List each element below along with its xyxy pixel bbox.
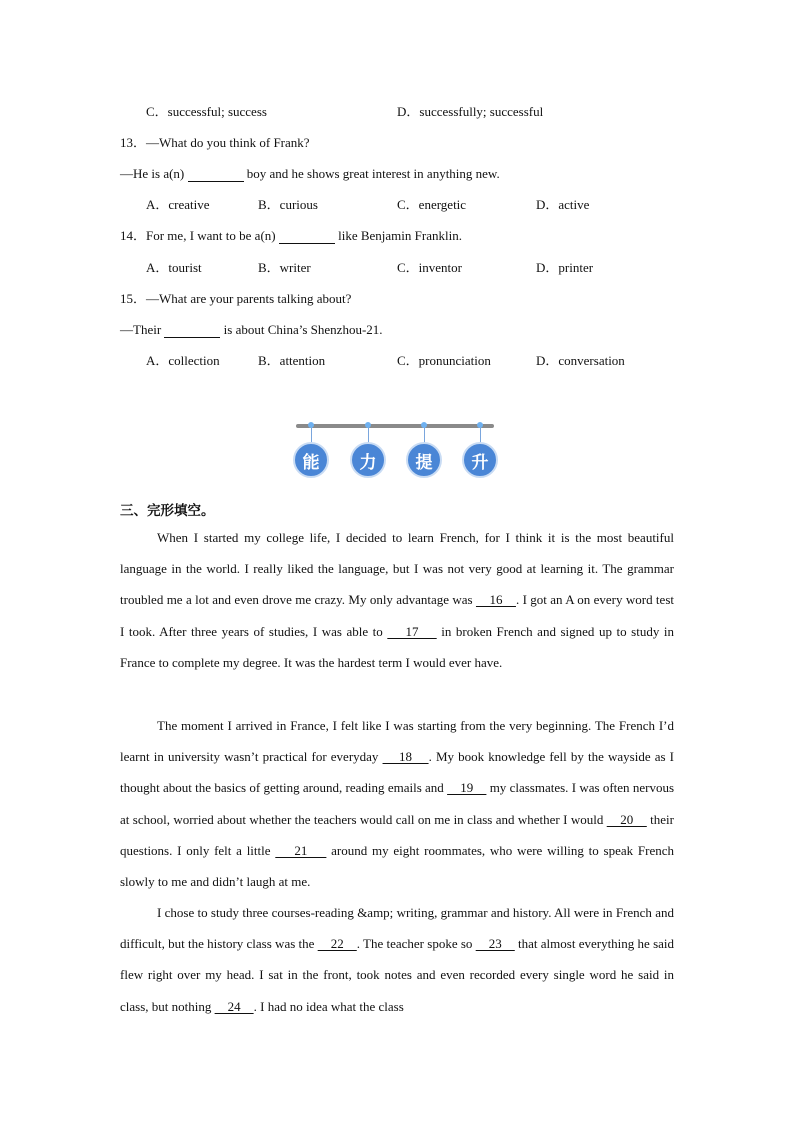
q13-stem: 13．—What do you think of Frank? bbox=[120, 135, 310, 150]
blank-23: 23 bbox=[475, 936, 515, 952]
q13-line2-before: —He is a(n) bbox=[120, 166, 185, 181]
banner-char-1: 能 bbox=[293, 442, 329, 478]
q14-stem-after: like Benjamin Franklin. bbox=[338, 228, 462, 243]
passage-paragraph-3 bbox=[120, 897, 674, 1022]
passage-paragraph-1 bbox=[120, 522, 674, 678]
p3-text-1: I chose to study three courses-reading &amp; writing, grammar and history. All were in French and difficult, but the history class was the bbox=[120, 905, 674, 952]
p3-text-4: . I had no idea what the class bbox=[253, 998, 404, 1014]
p2-text-4: their questions. I only felt a little bbox=[120, 811, 674, 858]
q15-line2 bbox=[120, 322, 383, 338]
q15-line2-after: is about China’s Shenzhou-21. bbox=[223, 322, 383, 337]
q14-option-d: D．printer bbox=[536, 260, 594, 275]
banner-bar bbox=[296, 424, 494, 428]
blank-24: 24 bbox=[214, 998, 254, 1014]
q15-answer-blank bbox=[164, 323, 220, 338]
blank-21: 21 bbox=[275, 842, 327, 858]
blank-22: 22 bbox=[317, 936, 357, 952]
q15-option-b: B．attention bbox=[258, 353, 326, 368]
p2-text-2: . My book knowledge fell by the wayside as I thought about the basics of getting around, reading emails and bbox=[120, 749, 675, 796]
q13-option-c: C．energetic bbox=[397, 197, 467, 212]
q14-option-b: B．writer bbox=[258, 260, 311, 275]
banner-char-2: 力 bbox=[350, 442, 386, 478]
passage-paragraph-2 bbox=[120, 710, 674, 897]
q13-option-a: A．creative bbox=[146, 197, 210, 212]
q13-line2 bbox=[120, 166, 500, 182]
q15-option-d: D．conversation bbox=[536, 353, 625, 368]
ability-improvement-banner bbox=[292, 420, 498, 482]
blank-20: 20 bbox=[606, 811, 647, 827]
banner-dot bbox=[421, 422, 427, 428]
p1-text-3: in broken French and signed up to study in France to complete my degree. It was the hardest term I would ever have. bbox=[120, 623, 675, 670]
section-title: 三、完形填空。 bbox=[120, 503, 215, 519]
banner-char-3: 提 bbox=[406, 442, 442, 478]
blank-16: 16 bbox=[475, 592, 516, 608]
p2-text-3: my classmates. I was often nervous at school, worried about whether the teachers would call on me in class and whether I would bbox=[120, 780, 674, 827]
q12-option-c: C．successful; success bbox=[146, 104, 267, 119]
q14-stem-before: 14．For me, I want to be a(n) bbox=[120, 228, 276, 243]
q13-option-d: D．active bbox=[536, 197, 590, 212]
q15-line2-before: —Their bbox=[120, 322, 162, 337]
p3-text-3: that almost everything he said flew right over my head. I sat in the front, took notes and even recorded every single word he said in class, but nothing bbox=[120, 936, 675, 1014]
q14-option-a: A．tourist bbox=[146, 260, 202, 275]
q13-line2-after: boy and he shows great interest in anything new. bbox=[246, 166, 500, 181]
p1-text-1: When I started my college life, I decided to learn French, for I think it is the most beautiful language in the world. I really liked the language, but I was not very good at learning it. The grammar troubled me a lot and even drove me crazy. My only advantage was bbox=[120, 530, 674, 608]
banner-dot bbox=[365, 422, 371, 428]
q15-stem: 15．—What are your parents talking about? bbox=[120, 291, 352, 306]
q13-answer-blank bbox=[188, 167, 244, 182]
q14-answer-blank bbox=[279, 229, 335, 244]
p3-text-2: . The teacher spoke so bbox=[356, 936, 476, 952]
q14-option-c: C．inventor bbox=[397, 260, 462, 275]
q15-option-c: C．pronunciation bbox=[397, 353, 491, 368]
q14-stem bbox=[120, 228, 462, 244]
blank-17: 17 bbox=[387, 623, 437, 639]
p1-text-2: . I got an A on every word test I took. After three years of studies, I was able to bbox=[120, 592, 674, 639]
q12-option-d: D．successfully; successful bbox=[397, 104, 544, 119]
banner-char-4: 升 bbox=[462, 442, 498, 478]
q13-option-b: B．curious bbox=[258, 197, 318, 212]
blank-18: 18 bbox=[382, 749, 429, 765]
p2-text-5: around my eight roommates, who were willing to speak French slowly to me and didn’t laugh at me. bbox=[120, 842, 675, 890]
banner-dot bbox=[308, 422, 314, 428]
p2-text-1: The moment I arrived in France, I felt like I was starting from the very beginning. The French I’d learnt in university wasn’t practical for everyday bbox=[120, 718, 674, 765]
q15-option-a: A．collection bbox=[146, 353, 220, 368]
blank-19: 19 bbox=[447, 780, 487, 796]
banner-dot bbox=[477, 422, 483, 428]
